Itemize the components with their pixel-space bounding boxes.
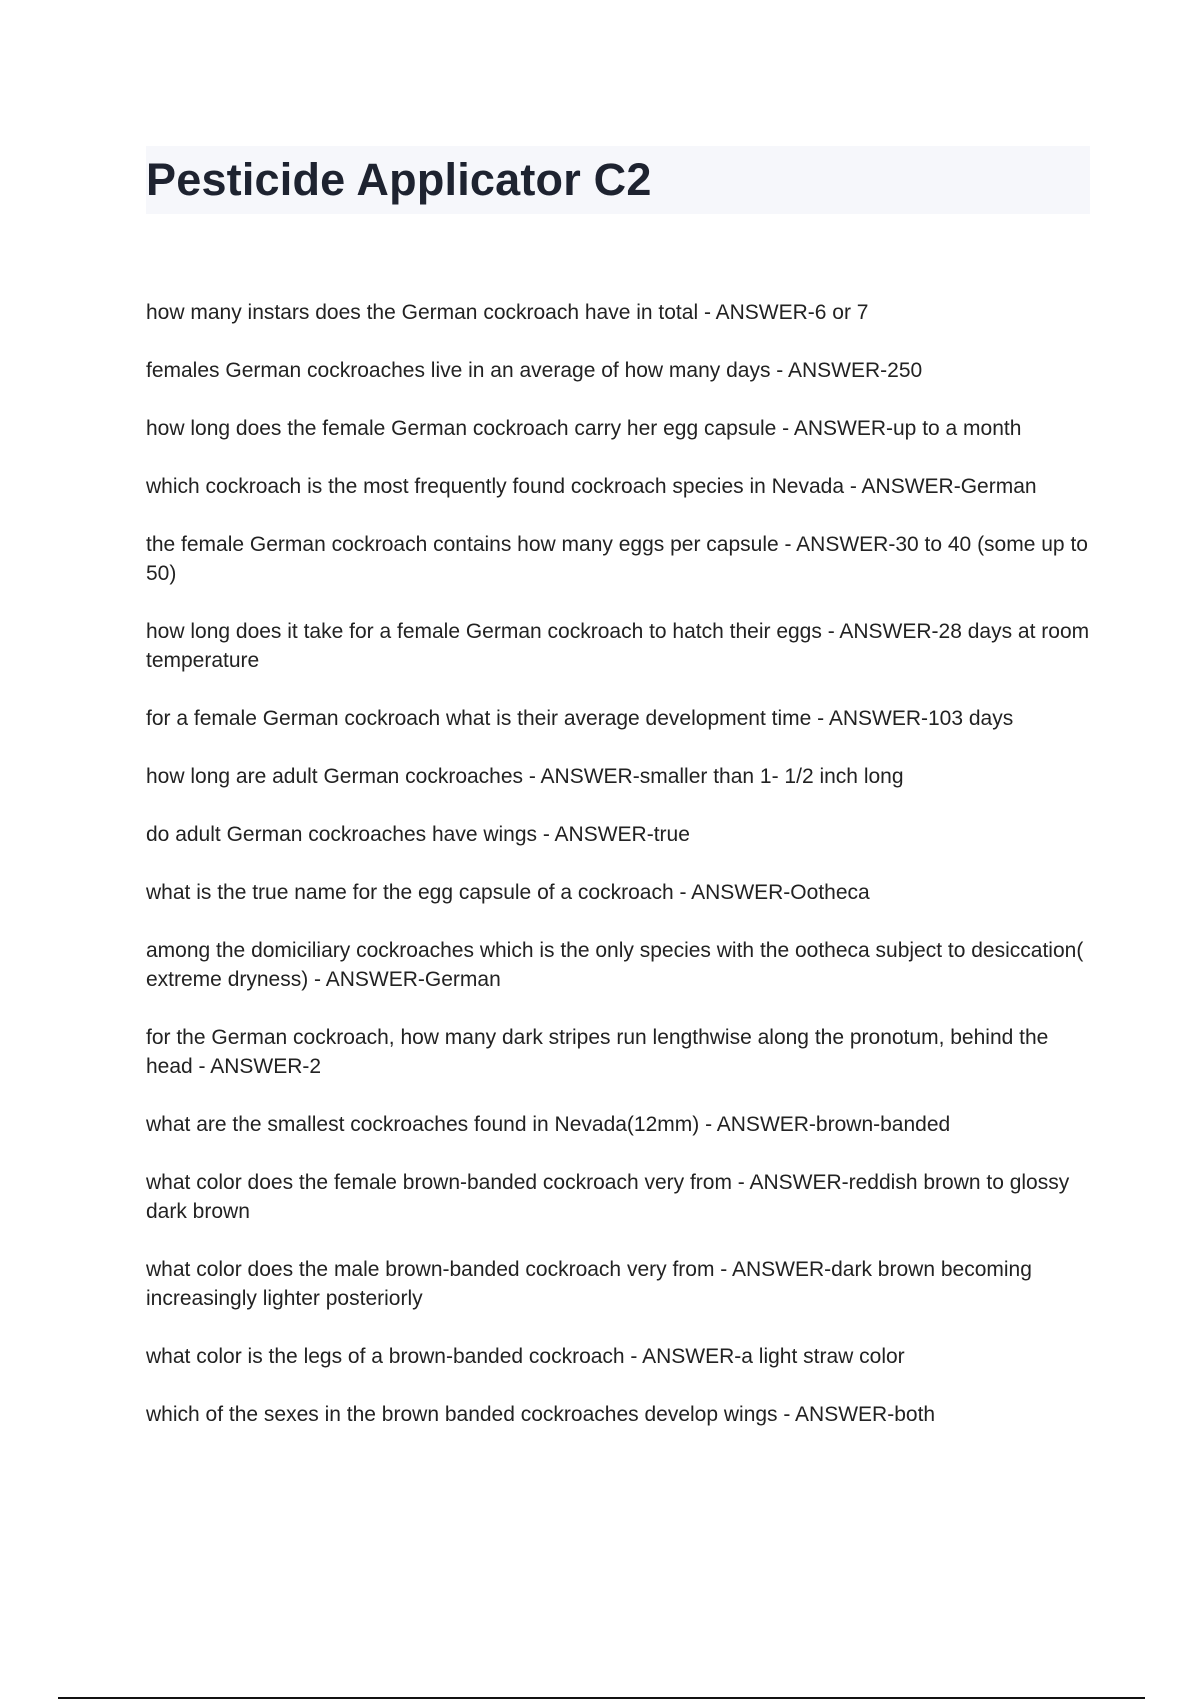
qa-item: among the domiciliary cockroaches which is the only species with the ootheca subject to desiccation( extreme dryness) - ANSWER-German (146, 939, 1084, 991)
footer-divider (58, 1697, 1145, 1699)
qa-item: how long are adult German cockroaches - ANSWER-smaller than 1- 1/2 inch long (146, 765, 904, 788)
title-banner (146, 146, 1090, 214)
qa-item: what color is the legs of a brown-banded cockroach - ANSWER-a light straw color (146, 1345, 905, 1368)
qa-item: the female German cockroach contains how many eggs per capsule - ANSWER-30 to 40 (some up to 50) (146, 533, 1088, 585)
qa-item: what color does the female brown-banded cockroach very from - ANSWER-reddish brown to glossy dark brown (146, 1171, 1070, 1223)
qa-item: what color does the male brown-banded cockroach very from - ANSWER-dark brown becoming increasingly lighter posteriorly (146, 1258, 1032, 1310)
qa-item: what is the true name for the egg capsule of a cockroach - ANSWER-Ootheca (146, 881, 870, 904)
page-title: Pesticide Applicator C2 (146, 154, 652, 205)
qa-item: how long does it take for a female German cockroach to hatch their eggs - ANSWER-28 days at room temperature (146, 620, 1090, 672)
qa-list (146, 298, 1090, 1458)
qa-item: do adult German cockroaches have wings - ANSWER-true (146, 823, 690, 846)
qa-item: how many instars does the German cockroach have in total - ANSWER-6 or 7 (146, 301, 869, 324)
qa-item: which cockroach is the most frequently found cockroach species in Nevada - ANSWER-German (146, 475, 1037, 498)
qa-item: how long does the female German cockroach carry her egg capsule - ANSWER-up to a month (146, 417, 1022, 440)
qa-item: what are the smallest cockroaches found in Nevada(12mm) - ANSWER-brown-banded (146, 1113, 951, 1136)
qa-item: which of the sexes in the brown banded cockroaches develop wings - ANSWER-both (146, 1403, 936, 1426)
qa-item: females German cockroaches live in an average of how many days - ANSWER-250 (146, 359, 923, 382)
qa-item: for a female German cockroach what is their average development time - ANSWER-103 days (146, 707, 1014, 730)
qa-item: for the German cockroach, how many dark stripes run lengthwise along the pronotum, behind the head - ANSWER-2 (146, 1026, 1049, 1078)
